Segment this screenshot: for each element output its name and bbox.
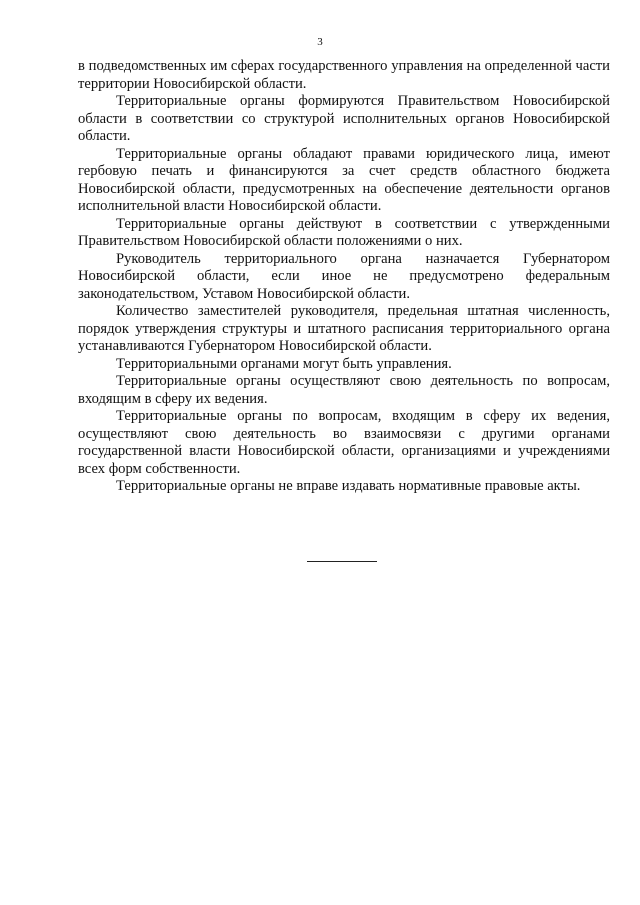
paragraph-continuation: в подведомственных им сферах государственного управления на определенной части территории Новосибирской области. (78, 58, 610, 92)
document-body (78, 58, 610, 496)
paragraph-activity-scope: Территориальные органы осуществляют свою деятельность по вопросам, входящим в сферу их ведения. (78, 373, 610, 407)
paragraph-departments: Территориальными органами могут быть управления. (116, 355, 452, 372)
page-number: 3 (317, 36, 323, 48)
paragraph-formation: Территориальные органы формируются Правительством Новосибирской области в соответствии со структурой исполнительных органов Новосибирской области. (78, 93, 610, 144)
paragraph-legal-status: Территориальные органы обладают правами юридического лица, имеют гербовую печать и финансируются за счет средств областного бюджета Новосибирской области, предусмотренных на обеспечение деятельности органов исполнительной власти Новосибирской области. (78, 145, 610, 214)
paragraph-regulations: Территориальные органы действуют в соответствии с утвержденными Правительством Новосибирской области положениями о них. (78, 215, 610, 249)
paragraph-no-normative-acts: Территориальные органы не вправе издавать нормативные правовые акты. (116, 478, 581, 494)
end-divider-line (307, 561, 377, 562)
paragraph-cooperation: Территориальные органы по вопросам, входящим в сферу их ведения, осуществляют свою деятельность во взаимосвязи с другими органами государственной власти Новосибирской области, организациями и учреждениями всех форм собственности. (78, 408, 610, 477)
paragraph-head-appointment: Руководитель территориального органа назначается Губернатором Новосибирской области, если иное не предусмотрено федеральным законодательством, Уставом Новосибирской области. (78, 250, 610, 302)
paragraph-staffing: Количество заместителей руководителя, предельная штатная численность, порядок утверждения структуры и штатного расписания территориального органа устанавливаются Губернатором Новосибирской области. (78, 303, 610, 354)
